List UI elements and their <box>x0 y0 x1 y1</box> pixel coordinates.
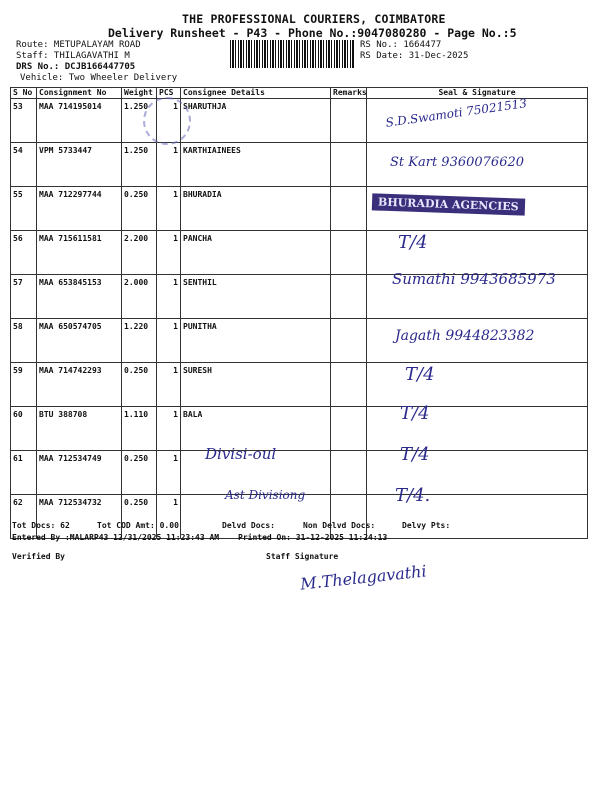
col-header-consignment: Consignment No <box>37 88 122 99</box>
table-row <box>11 407 588 451</box>
signature-row-62: T/4. <box>395 485 431 506</box>
signature-row-58: Jagath 9944823382 <box>395 328 535 344</box>
cell-weight: 0.250 <box>122 187 157 231</box>
cell-weight: 0.250 <box>122 363 157 407</box>
cell-consignee: SHARUTHJA <box>181 99 331 143</box>
cell-sno: 56 <box>11 231 37 275</box>
cell-consignment: MAA 715611581 <box>37 231 122 275</box>
cell-remarks <box>331 407 367 451</box>
cell-sno: 55 <box>11 187 37 231</box>
cell-pcs: 1 <box>157 143 181 187</box>
cell-weight: 0.250 <box>122 495 157 539</box>
cell-remarks <box>331 319 367 363</box>
col-header-signature: Seal & Signature <box>367 88 588 99</box>
col-header-weight: Weight <box>122 88 157 99</box>
delvd-docs: Delvd Docs: <box>222 521 275 530</box>
cell-consignee: PANCHA <box>181 231 331 275</box>
tot-cod-amount: Tot COD Amt: 0.00 <box>97 521 179 530</box>
staff-signature-label: Staff Signature <box>266 552 339 561</box>
vehicle-label: Vehicle: Two Wheeler Delivery <box>20 73 178 83</box>
cell-consignment: BTU 388708 <box>37 407 122 451</box>
cell-consignee: SURESH <box>181 363 331 407</box>
cell-consignee: PUNITHA <box>181 319 331 363</box>
signature-row-59: T/4 <box>405 364 435 385</box>
cell-weight: 1.250 <box>122 143 157 187</box>
signature-row-60: T/4 <box>400 403 430 424</box>
cell-sno: 59 <box>11 363 37 407</box>
verified-by: Verified By <box>12 552 65 561</box>
signature-row-53: S.D.Swamoti 75021513 <box>384 96 528 130</box>
cell-weight: 1.110 <box>122 407 157 451</box>
barcode <box>230 40 355 68</box>
handwritten-consignee-61: Divisi-oul <box>205 445 277 463</box>
cell-weight: 2.000 <box>122 275 157 319</box>
col-header-remarks: Remarks <box>331 88 367 99</box>
rs-date: RS Date: 31-Dec-2025 <box>360 51 469 61</box>
route-label: Route: METUPALAYAM ROAD <box>16 40 141 50</box>
cell-consignee: SENTHIL <box>181 275 331 319</box>
cell-sno: 60 <box>11 407 37 451</box>
delvy-pts: Delvy Pts: <box>402 521 451 530</box>
cell-remarks <box>331 495 367 539</box>
signature-row-56: T/4 <box>398 232 428 253</box>
cell-consignee: KARTHIAINEES <box>181 143 331 187</box>
cell-remarks <box>331 187 367 231</box>
cell-remarks <box>331 451 367 495</box>
cell-consignment: MAA 650574705 <box>37 319 122 363</box>
cell-weight: 2.200 <box>122 231 157 275</box>
table-row <box>11 363 588 407</box>
printed-on: Printed On: 31-12-2025 11:24:13 <box>238 533 388 542</box>
cell-consignment: MAA 714195014 <box>37 99 122 143</box>
cell-consignment: VPM 5733447 <box>37 143 122 187</box>
cell-pcs: 1 <box>157 275 181 319</box>
entered-by: Entered By :MALARP43 12/31/2025 11:23:43 AM <box>12 533 220 542</box>
cell-consignment: MAA 653845153 <box>37 275 122 319</box>
rs-number: RS No.: 1664477 <box>360 40 442 50</box>
table-row <box>11 231 588 275</box>
cell-consignment: MAA 712534732 <box>37 495 122 539</box>
handwritten-consignee-62: Ast Divisiong <box>225 488 306 502</box>
cell-signature <box>367 363 588 407</box>
cell-remarks <box>331 231 367 275</box>
cell-weight: 1.250 <box>122 99 157 143</box>
cell-consignment: MAA 712297744 <box>37 187 122 231</box>
signature-row-54: St Kart 9360076620 <box>390 155 525 170</box>
table-header-row <box>11 88 588 99</box>
cell-pcs: 1 <box>157 363 181 407</box>
cell-sno: 53 <box>11 99 37 143</box>
cell-consignee: BHURADIA <box>181 187 331 231</box>
staff-label: Staff: THILAGAVATHI M <box>16 51 130 61</box>
cell-pcs: 1 <box>157 407 181 451</box>
cell-remarks <box>331 363 367 407</box>
col-header-pcs: PCS <box>157 88 181 99</box>
cell-sno: 57 <box>11 275 37 319</box>
cell-pcs: 1 <box>157 187 181 231</box>
cell-sno: 61 <box>11 451 37 495</box>
cell-remarks <box>331 99 367 143</box>
cell-remarks <box>331 275 367 319</box>
cell-sno: 54 <box>11 143 37 187</box>
cell-pcs: 1 <box>157 495 181 539</box>
signature-row-57: Sumathi 9943685973 <box>392 270 556 288</box>
cell-weight: 1.220 <box>122 319 157 363</box>
cell-consignee: BALA <box>181 407 331 451</box>
signature-row-55: BHURADIA AGENCIES <box>372 193 525 215</box>
cell-pcs: 1 <box>157 231 181 275</box>
courier-stamp <box>143 97 191 145</box>
col-header-sno: S No <box>11 88 37 99</box>
tot-docs: Tot Docs: 62 <box>12 521 70 530</box>
cell-weight: 0.250 <box>122 451 157 495</box>
cell-pcs: 1 <box>157 99 181 143</box>
drs-label: DRS No.: DCJB166447705 <box>16 62 136 72</box>
non-delvd-docs: Non Delvd Docs: <box>303 521 376 530</box>
runsheet-subtitle: Delivery Runsheet - P43 - Phone No.:9047080280 - Page No.:5 <box>108 26 517 40</box>
signature-row-61: T/4 <box>400 444 430 465</box>
cell-sno: 62 <box>11 495 37 539</box>
cell-sno: 58 <box>11 319 37 363</box>
cell-consignment: MAA 712534749 <box>37 451 122 495</box>
cell-consignment: MAA 714742293 <box>37 363 122 407</box>
cell-pcs: 1 <box>157 319 181 363</box>
company-title: THE PROFESSIONAL COURIERS, COIMBATORE <box>182 12 446 26</box>
cell-pcs: 1 <box>157 451 181 495</box>
col-header-consignee: Consignee Details <box>181 88 331 99</box>
cell-remarks <box>331 143 367 187</box>
staff-signature: M.Thelagavathi <box>299 561 428 594</box>
